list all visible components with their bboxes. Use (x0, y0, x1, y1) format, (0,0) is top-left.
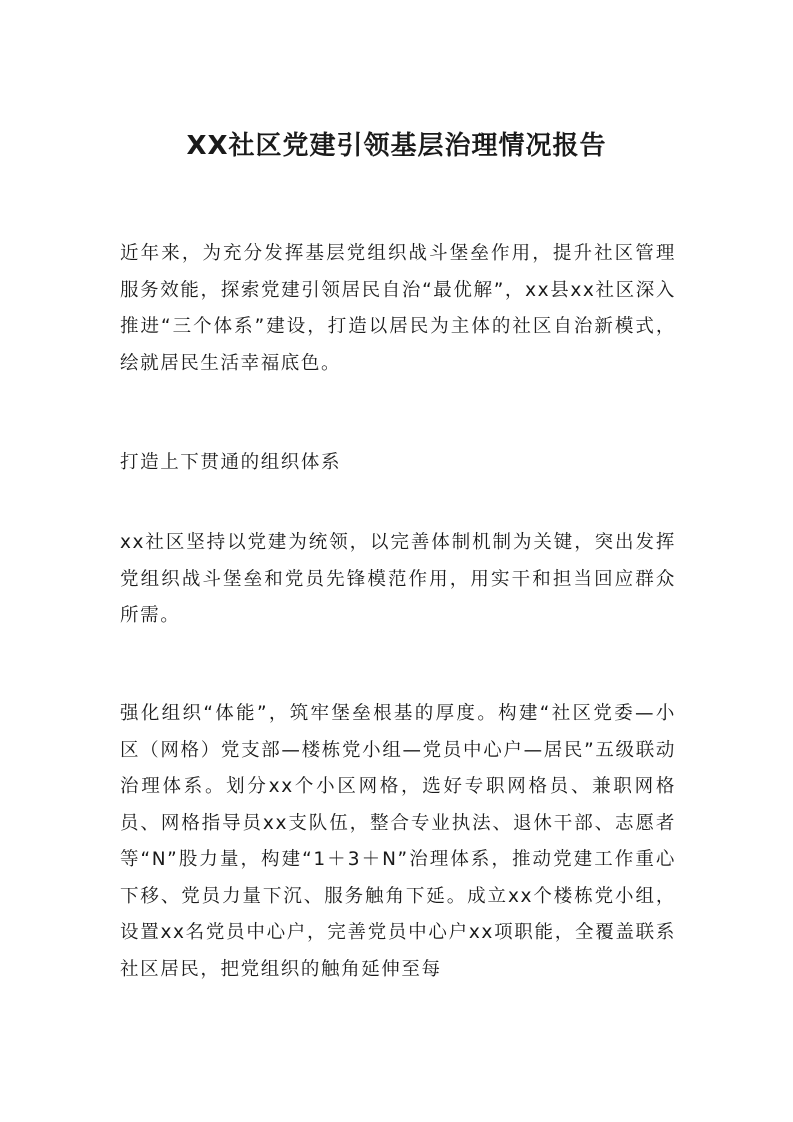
section-paragraph-2: 强化组织“体能”，筑牢堡垒根基的厚度。构建“社区党委—小区（网格）党支部—楼栋党小组—党员中心户—居民”五级联动治理体系。划分xx个小区网格，选好专职网格员、兼职网格员、网格指导员xx支队伍，整合专业执法、退休干部、志愿者等“N”股力量，构建“1＋3＋N”治理体系，推动党建工作重心下移、党员力量下沉、服务触角下延。成立xx个楼栋党小组，设置xx名党员中心户，完善党员中心户xx项职能，全覆盖联系社区居民，把党组织的触角延伸至每 (120, 703, 676, 980)
intro-paragraph: 近年来，为充分发挥基层党组织战斗堡垒作用，提升社区管理服务效能，探索党建引领居民自治“最优解”，xx县xx社区深入推进“三个体系”建设，打造以居民为主体的社区自治新模式，绘就居民生活幸福底色。 (120, 243, 676, 374)
section-heading: 打造上下贯通的组织体系 (120, 452, 342, 473)
document-title: XX社区党建引领基层治理情况报告 (186, 131, 607, 161)
section-paragraph-1: xx社区坚持以党建为统领，以完善体制机制为关键，突出发挥党组织战斗堡垒和党员先锋模范作用，用实干和担当回应群众所需。 (120, 532, 676, 626)
